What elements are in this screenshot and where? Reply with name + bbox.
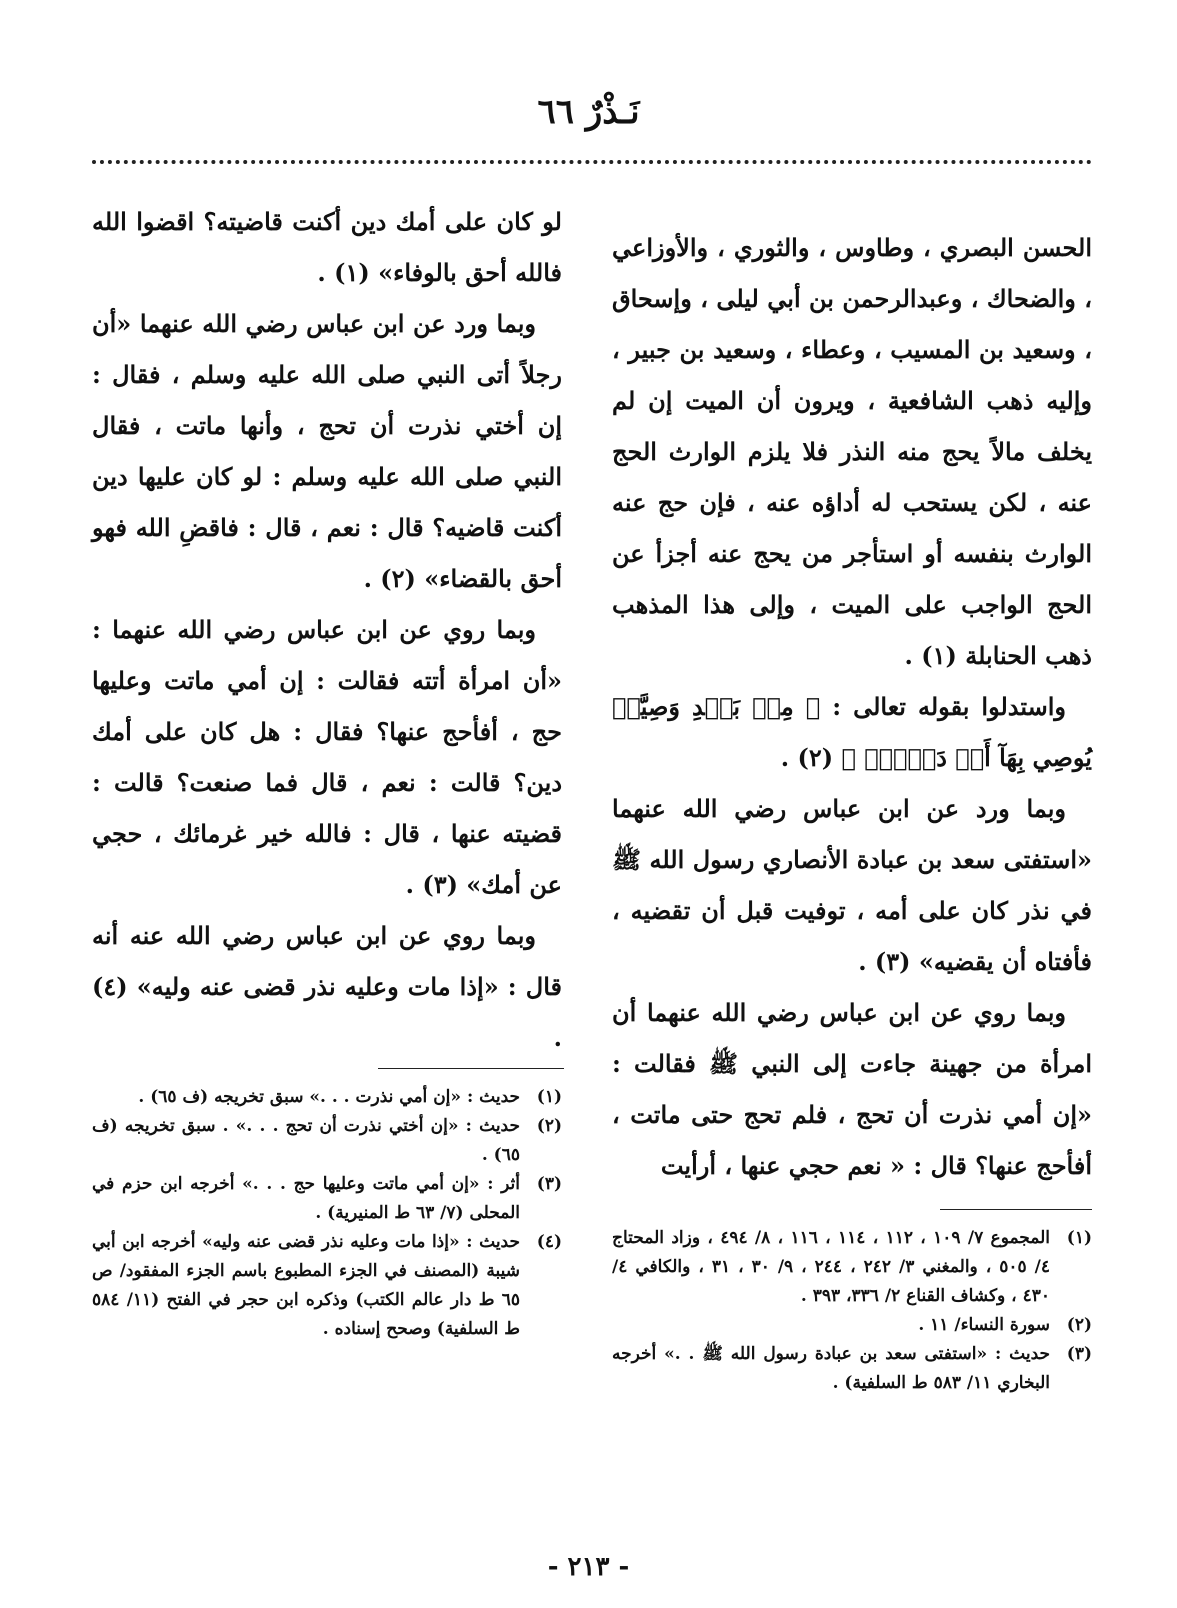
footnote-number: (٢) [1066, 1315, 1092, 1335]
right-footnotes [612, 1224, 1092, 1398]
footnote-text: أثر : «إن أمي ماتت وعليها حج . . .» أخرجه ابن حزم في المحلى (٧/ ٦٣ ط المنيرية) . [92, 1174, 520, 1223]
footnote-text: حديث : «استفتى سعد بن عبادة رسول الله ﷺ . .» أخرجه البخاري ١١/ ٥٨٣ ط السلفية) . [612, 1344, 1050, 1393]
footnote [612, 1311, 1092, 1340]
body-paragraph: الحسن البصري ، وطاوس ، والثوري ، والأوزاعي ، والضحاك ، وعبدالرحمن بن أبي ليلى ، وإسحاق ، وسعيد بن المسيب ، وعطاء ، وسعيد بن جبير ، وإليه ذهب الشافعية ، ويرون أن الميت إن لم يخلف مالاً يحج منه النذر فلا يلزم الوارث الحج عنه ، لكن يستحب له أداؤه عنه ، فإن حج عنه الوارث بنفسه أو استأجر من يحج عنه أجزأ عن الحج الواجب على الميت ، وإلى هذا المذهب ذهب الحنابلة (١) . [612, 233, 1092, 670]
footnote-divider [940, 1209, 1092, 1210]
footnote-number: (١) [1066, 1228, 1092, 1248]
footnote-number: (٣) [536, 1174, 562, 1194]
body-paragraph: وبما ورد عن ابن عباس رضي الله عنهما «استفتى سعد بن عبادة الأنصاري رسول الله ﷺ في نذر كان على أمه ، توفيت قبل أن تقضيه ، فأفتاه أن يقضيه» (٣) . [612, 794, 1092, 976]
header-dotted-divider [92, 160, 1092, 164]
left-footnotes [92, 1083, 562, 1344]
body-paragraph: وبما روي عن ابن عباس رضي الله عنه أنه قال : «إذا مات وعليه نذر قضى عنه وليه» (٤) . [92, 921, 562, 1052]
page-number: - ٢١٣ - [547, 1552, 630, 1582]
footnote-number: (٢) [536, 1116, 562, 1136]
footnote-text: حديث : «إذا مات وعليه نذر قضى عنه وليه» أخرجه ابن أبي شيبة (المصنف في الجزء المطبوع باسم الجزء المفقود/ ص ٦٥ ط دار عالم الكتب) وذكره ابن حجر في الفتح (١١/ ٥٨٤ ط السلفية) وصحح إسناده . [92, 1232, 520, 1339]
footnote-divider [378, 1068, 564, 1069]
body-paragraph: لو كان على أمك دين أكنت قاضيته؟ اقضوا الله فالله أحق بالوفاء» (١) . [92, 207, 562, 287]
footnote-text: حديث : «إن أختي نذرت أن تحج . . .» . سبق تخريجه (ف ٦٥) . [92, 1116, 520, 1165]
footnote [92, 1083, 562, 1112]
footnote-number: (١) [536, 1087, 562, 1107]
body-paragraph: واستدلوا بقوله تعالى : ﴿ مِنۢ بَعۡدِ وَصِيَّةٖ يُوصِي بِهَآ أَوۡ دَيۡنٍۗ ﴾ (٢) . [612, 692, 1092, 772]
footnote-text: المجموع ٧/ ١٠٩ ، ١١٢ ، ١١٤ ، ١١٦ ، ٨/ ٤٩٤ ، وزاد المحتاج ٤/ ٥٠٥ ، والمغني ٣/ ٢٤٢ ، ٢٤٤ ، ٩/ ٣٠ ، ٣١ ، والكافي ٤/ ٤٣٠ ، وكشاف القناع ٢/ ٣٣٦، ٣٩٣ . [612, 1228, 1051, 1306]
body-paragraph: وبما روي عن ابن عباس رضي الله عنهما : «أن امرأة أتته فقالت : إن أمي ماتت وعليها حج ، أفأحج عنها؟ فقال : هل كان على أمك دين؟ قالت : نعم ، قال فما صنعت؟ قالت : قضيته عنها ، قال : فالله خير غرمائك ، حجي عن أمك» (٣) . [92, 615, 562, 899]
footnote-number: (٤) [536, 1232, 562, 1252]
body-paragraph: وبما روي عن ابن عباس رضي الله عنهما أن امرأة من جهينة جاءت إلى النبي ﷺ فقالت : «إن أمي نذرت أن تحج ، فلم تحج حتى ماتت ، أفأحج عنها؟ قال : « نعم حجي عنها ، أرأيت [612, 998, 1092, 1180]
page-header-title: نَـذْرٌ ٦٦ [537, 92, 640, 132]
footnote [92, 1170, 562, 1228]
footnote-number: (٣) [1066, 1344, 1092, 1364]
footnote-text: سورة النساء/ ١١ . [918, 1315, 1050, 1335]
footnote [92, 1228, 562, 1344]
left-column [92, 196, 562, 1063]
body-paragraph: وبما ورد عن ابن عباس رضي الله عنهما «أن رجلاً أتى النبي صلى الله عليه وسلم ، فقال : إن أختي نذرت أن تحج ، وأنها ماتت ، فقال النبي صلى الله عليه وسلم : لو كان عليها دين أكنت قاضيه؟ قال : نعم ، قال : فاقضِ الله فهو أحق بالقضاء» (٢) . [92, 309, 562, 593]
footnote [612, 1224, 1092, 1311]
footnote [92, 1112, 562, 1170]
footnote [612, 1340, 1092, 1398]
footnote-text: حديث : «إن أمي نذرت . . .» سبق تخريجه (ف ٦٥) . [138, 1087, 520, 1107]
right-column [612, 222, 1092, 1191]
